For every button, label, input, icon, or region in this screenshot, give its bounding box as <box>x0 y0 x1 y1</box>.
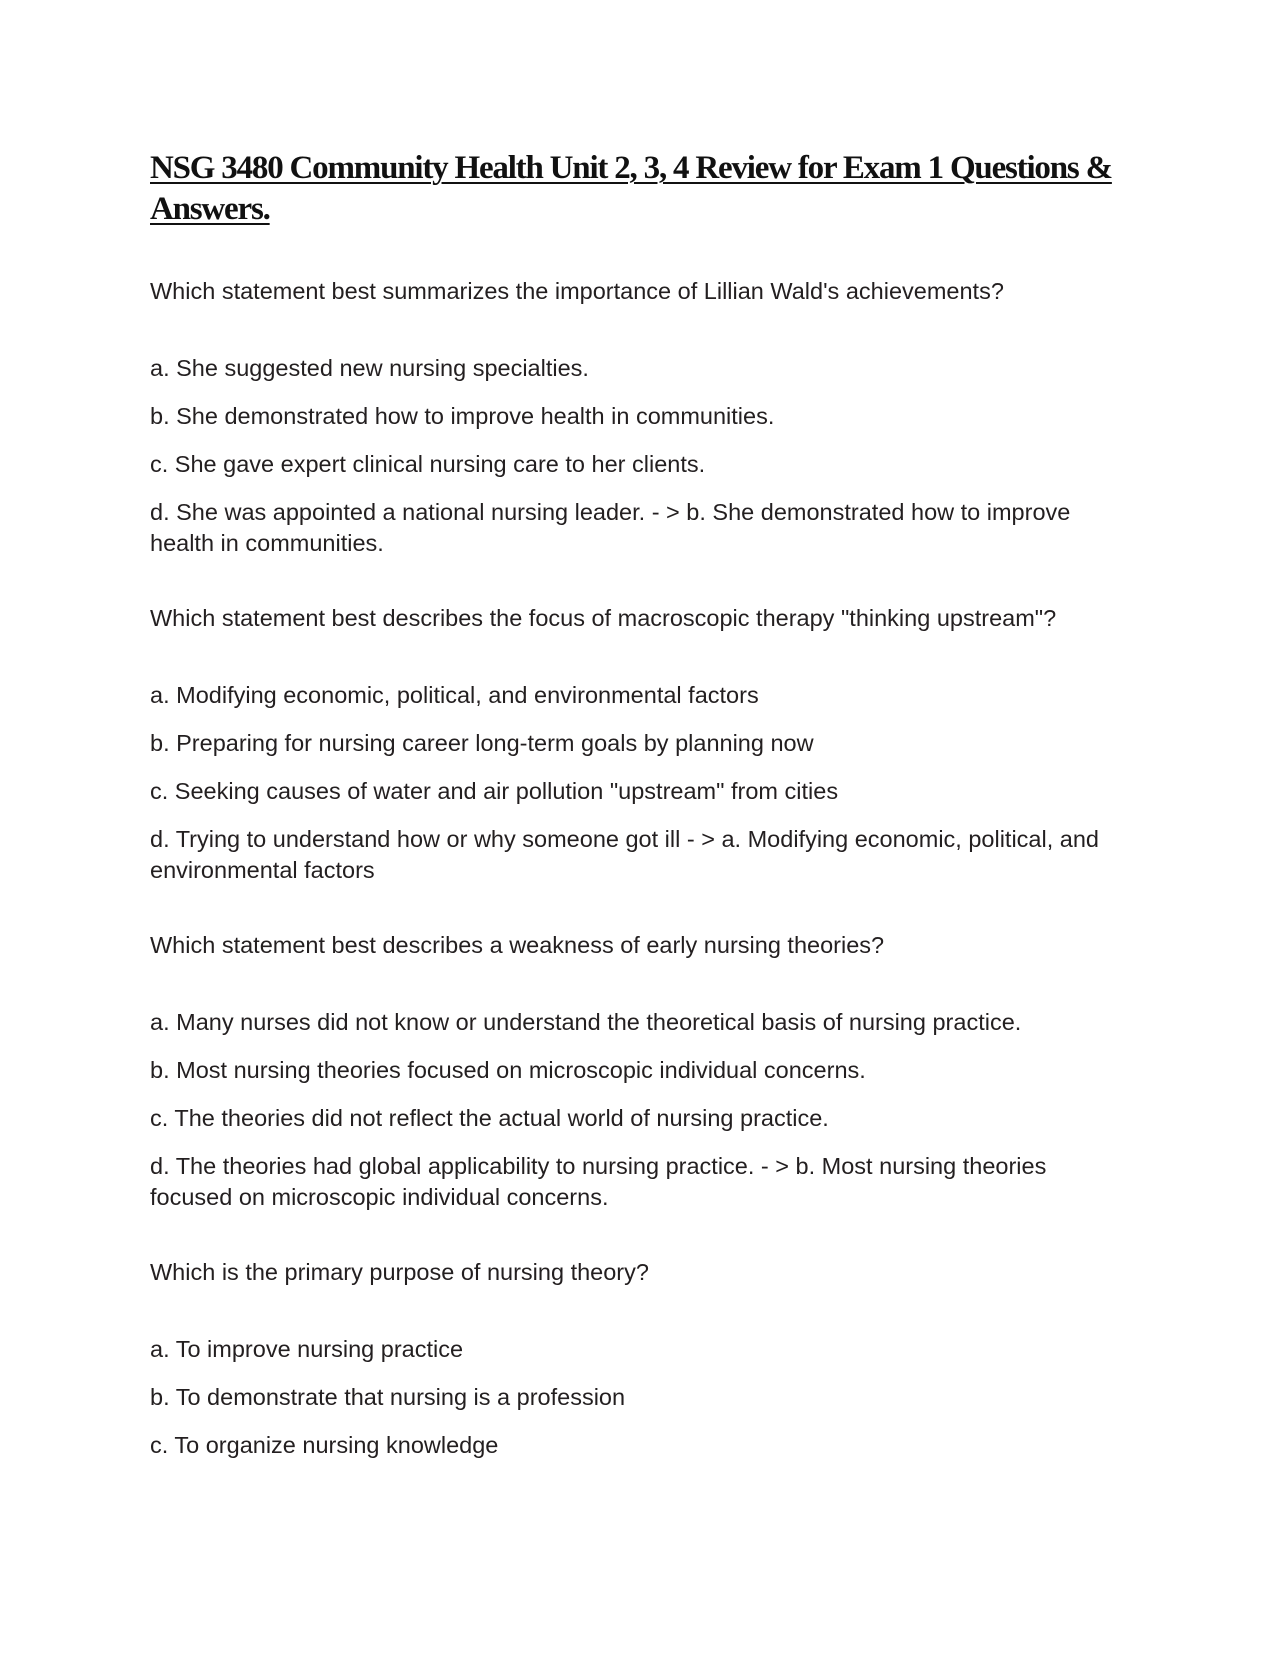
answer-option-b: b. She demonstrated how to improve health in communities. <box>150 403 775 429</box>
answer-option-a: a. Modifying economic, political, and environmental factors <box>150 682 759 708</box>
answer-option-d: d. She was appointed a national nursing leader. - > b. She demonstrated how to improve health in communities. <box>150 499 1071 556</box>
answer-options <box>150 353 1130 559</box>
answer-option-c: c. The theories did not reflect the actual world of nursing practice. <box>150 1105 829 1131</box>
answer-option-b: b. Preparing for nursing career long-term goals by planning now <box>150 730 814 756</box>
answer-option-a: a. Many nurses did not know or understand the theoretical basis of nursing practice. <box>150 1009 1022 1035</box>
answer-option-b: b. To demonstrate that nursing is a profession <box>150 1384 626 1410</box>
answer-option-a: a. She suggested new nursing specialties. <box>150 355 589 381</box>
answer-options <box>150 1334 1130 1461</box>
answer-options <box>150 1007 1130 1213</box>
question-text: Which is the primary purpose of nursing theory? <box>150 1259 649 1285</box>
document-title: NSG 3480 Community Health Unit 2, 3, 4 Review for Exam 1 Questions & Answers. <box>150 150 1112 227</box>
question-text: Which statement best describes a weakness of early nursing theories? <box>150 932 885 958</box>
question-block-1 <box>150 276 1130 559</box>
answer-option-d: d. The theories had global applicability to nursing practice. - > b. Most nursing theories focused on microscopic individual concerns. <box>150 1153 1047 1210</box>
question-text: Which statement best summarizes the importance of Lillian Wald's achievements? <box>150 278 1004 304</box>
question-block-4 <box>150 1257 1130 1461</box>
question-block-3 <box>150 930 1130 1213</box>
question-block-2 <box>150 603 1130 886</box>
answer-option-a: a. To improve nursing practice <box>150 1336 464 1362</box>
answer-options <box>150 680 1130 886</box>
question-text: Which statement best describes the focus of macroscopic therapy "thinking upstream"? <box>150 605 1057 631</box>
answer-option-c: c. She gave expert clinical nursing care to her clients. <box>150 451 706 477</box>
document-page <box>150 148 1130 1461</box>
answer-option-c: c. Seeking causes of water and air pollution "upstream" from cities <box>150 778 839 804</box>
answer-option-c: c. To organize nursing knowledge <box>150 1432 499 1458</box>
answer-option-b: b. Most nursing theories focused on microscopic individual concerns. <box>150 1057 866 1083</box>
answer-option-d: d. Trying to understand how or why someone got ill - > a. Modifying economic, political, and environmental factors <box>150 826 1099 883</box>
